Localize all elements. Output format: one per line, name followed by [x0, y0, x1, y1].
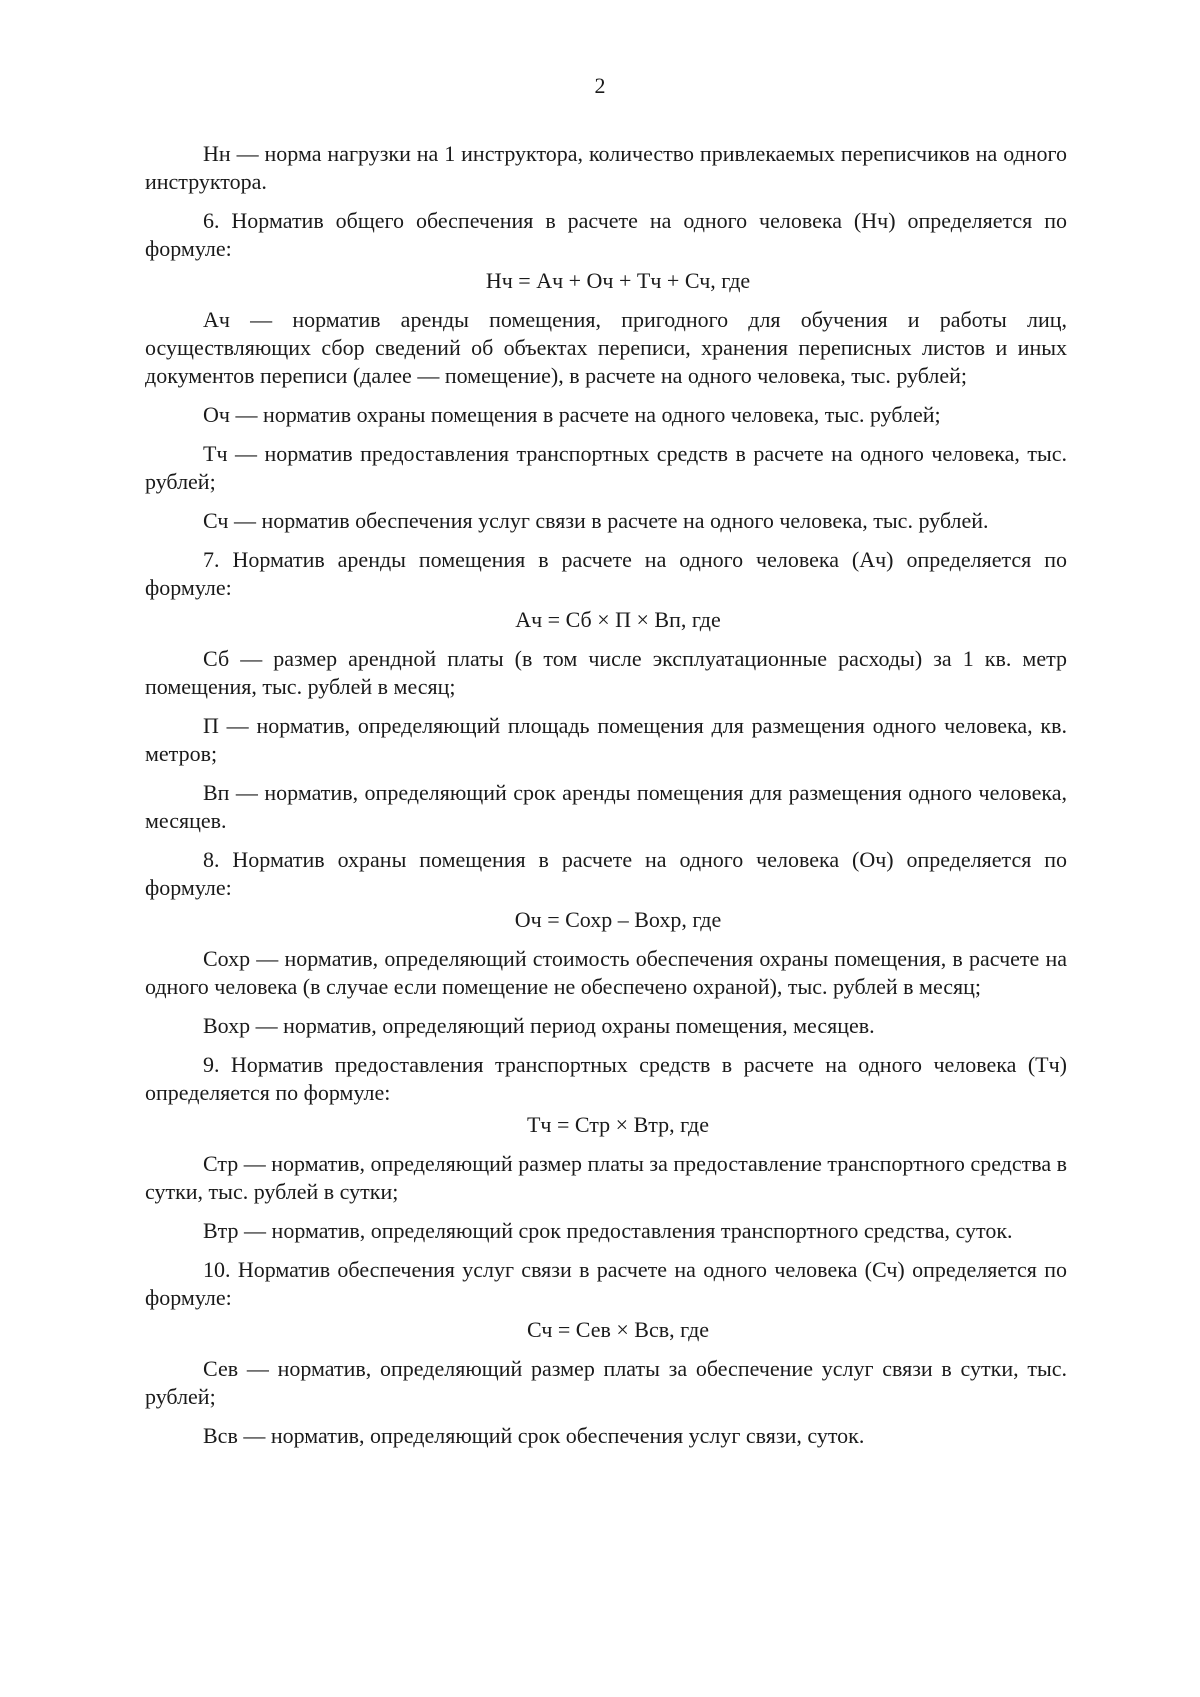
- paragraph: Ач — норматив аренды помещения, пригодного для обучения и работы лиц, осуществляющих сбор сведений об объектах переписи, хранения переписных листов и иных документов переписи (далее — помещение), в расчете на одного человека, тыс. рублей;: [145, 307, 1067, 388]
- formula: Нч = Ач + Оч + Тч + Сч, где: [485, 268, 751, 293]
- paragraph: Оч — норматив охраны помещения в расчете на одного человека, тыс. рублей;: [203, 402, 941, 427]
- paragraph: 6. Норматив общего обеспечения в расчете на одного человека (Нч) определяется по формуле:: [145, 208, 1067, 261]
- document-body: [145, 140, 1067, 1461]
- formula: Ач = Сб × П × Вп, где: [515, 607, 721, 632]
- paragraph: Всв — норматив, определяющий срок обеспечения услуг связи, суток.: [203, 1423, 865, 1448]
- page-number: 2: [594, 73, 606, 98]
- paragraph: Втр — норматив, определяющий срок предоставления транспортного средства, суток.: [203, 1218, 1013, 1243]
- formula: Тч = Стр × Втр, где: [526, 1112, 710, 1137]
- paragraph: 8. Норматив охраны помещения в расчете на одного человека (Оч) определяется по формуле:: [145, 847, 1067, 900]
- paragraph: Стр — норматив, определяющий размер платы за предоставление транспортного средства в сутки, тыс. рублей в сутки;: [145, 1151, 1067, 1204]
- paragraph: Вп — норматив, определяющий срок аренды помещения для размещения одного человека, месяцев.: [145, 780, 1067, 833]
- paragraph: Нн — норма нагрузки на 1 инструктора, количество привлекаемых переписчиков на одного инструктора.: [145, 141, 1067, 194]
- paragraph: Вохр — норматив, определяющий период охраны помещения, месяцев.: [203, 1013, 875, 1038]
- paragraph: Сб — размер арендной платы (в том числе эксплуатационные расходы) за 1 кв. метр помещения, тыс. рублей в месяц;: [145, 646, 1067, 699]
- paragraph: Сев — норматив, определяющий размер платы за обеспечение услуг связи в сутки, тыс. рублей;: [145, 1356, 1067, 1409]
- paragraph: Тч — норматив предоставления транспортных средств в расчете на одного человека, тыс. рублей;: [145, 441, 1067, 494]
- paragraph: Сч — норматив обеспечения услуг связи в расчете на одного человека, тыс. рублей.: [203, 508, 989, 533]
- paragraph: 7. Норматив аренды помещения в расчете на одного человека (Ач) определяется по формуле:: [145, 547, 1067, 600]
- formula: Сч = Сев × Всв, где: [526, 1317, 710, 1342]
- paragraph: Сохр — норматив, определяющий стоимость обеспечения охраны помещения, в расчете на одного человека (в случае если помещение не обеспечено охраной), тыс. рублей в месяц;: [145, 946, 1067, 999]
- paragraph: П — норматив, определяющий площадь помещения для размещения одного человека, кв. метров;: [145, 713, 1067, 766]
- paragraph: 10. Норматив обеспечения услуг связи в расчете на одного человека (Сч) определяется по формуле:: [145, 1257, 1067, 1310]
- formula: Оч = Сохр – Вохр, где: [514, 907, 722, 932]
- paragraph: 9. Норматив предоставления транспортных средств в расчете на одного человека (Тч) определяется по формуле:: [145, 1052, 1067, 1105]
